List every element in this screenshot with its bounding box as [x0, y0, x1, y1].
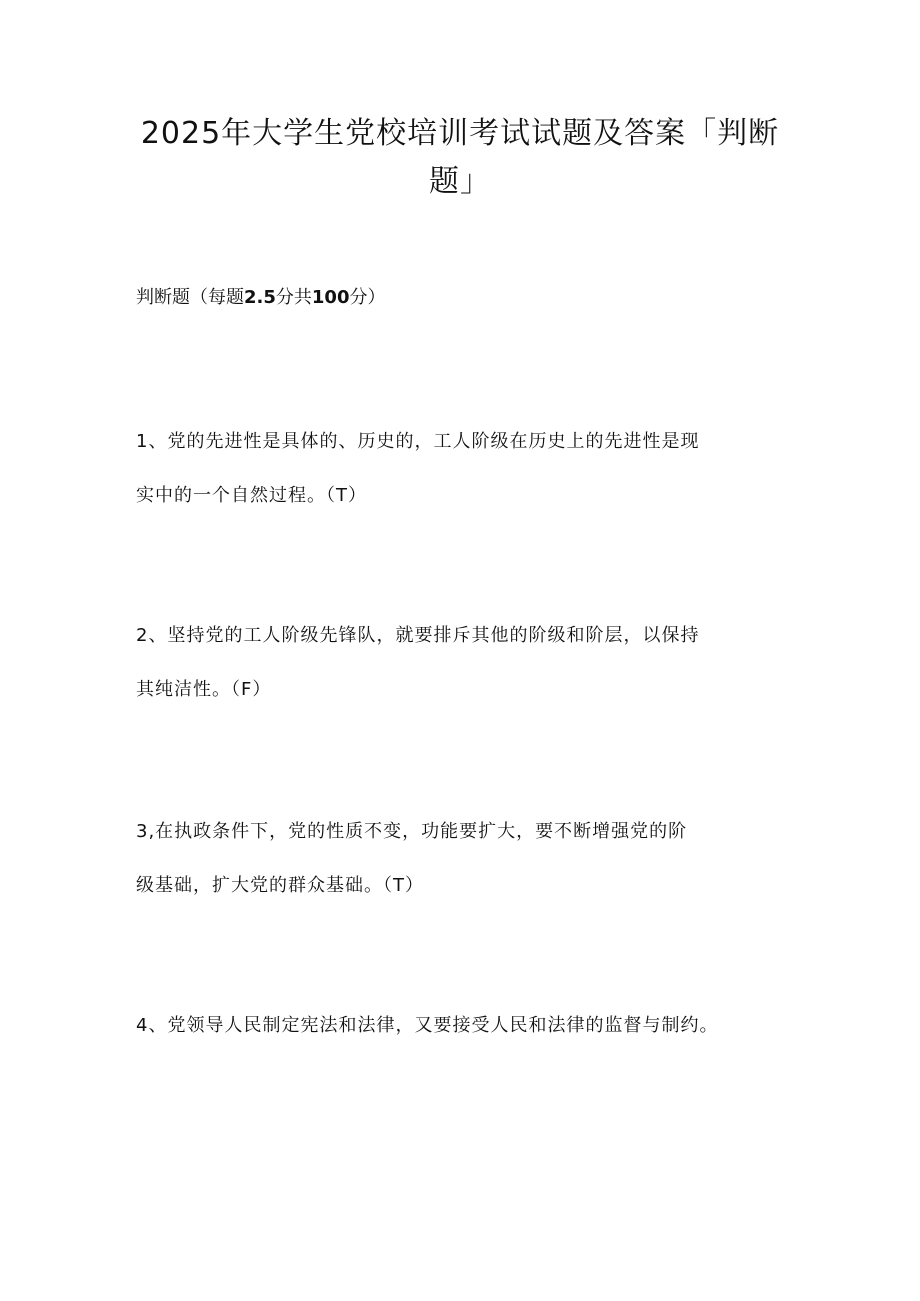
title-line-2: 题」 — [429, 164, 491, 199]
section-heading-prefix: 判断题（每题 — [136, 287, 244, 308]
document-title — [120, 110, 800, 206]
question-2-line-1: 2、坚持党的工人阶级先锋队，就要排斥其他的阶级和阶层，以保持 — [136, 625, 700, 646]
question-3-line-2: 级基础，扩大党的群众基础。（T） — [136, 875, 424, 896]
section-total-points: 100 — [311, 287, 350, 308]
section-heading-suffix: 分） — [349, 287, 386, 308]
question-1-line-2: 实中的一个自然过程。（T） — [136, 485, 367, 506]
question-2 — [136, 622, 756, 730]
title-line-1: 2025年大学生党校培训考试试题及答案「判断 — [140, 116, 780, 151]
question-3 — [136, 818, 756, 926]
question-3-line-1: 3,在执政条件下，党的性质不变，功能要扩大，要不断增强党的阶 — [136, 821, 688, 842]
question-2-line-2: 其纯洁性。（F） — [136, 679, 272, 700]
question-1 — [136, 428, 756, 536]
section-points-each: 2.5 — [244, 287, 276, 308]
question-4-line-1: 4、党领导人民制定宪法和法律，又要接受人民和法律的监督与制约。 — [136, 1015, 719, 1036]
section-heading — [136, 284, 385, 312]
section-heading-middle: 分共 — [275, 287, 312, 308]
question-4 — [136, 1012, 756, 1066]
question-1-line-1: 1、党的先进性是具体的、历史的，工人阶级在历史上的先进性是现 — [136, 431, 700, 452]
